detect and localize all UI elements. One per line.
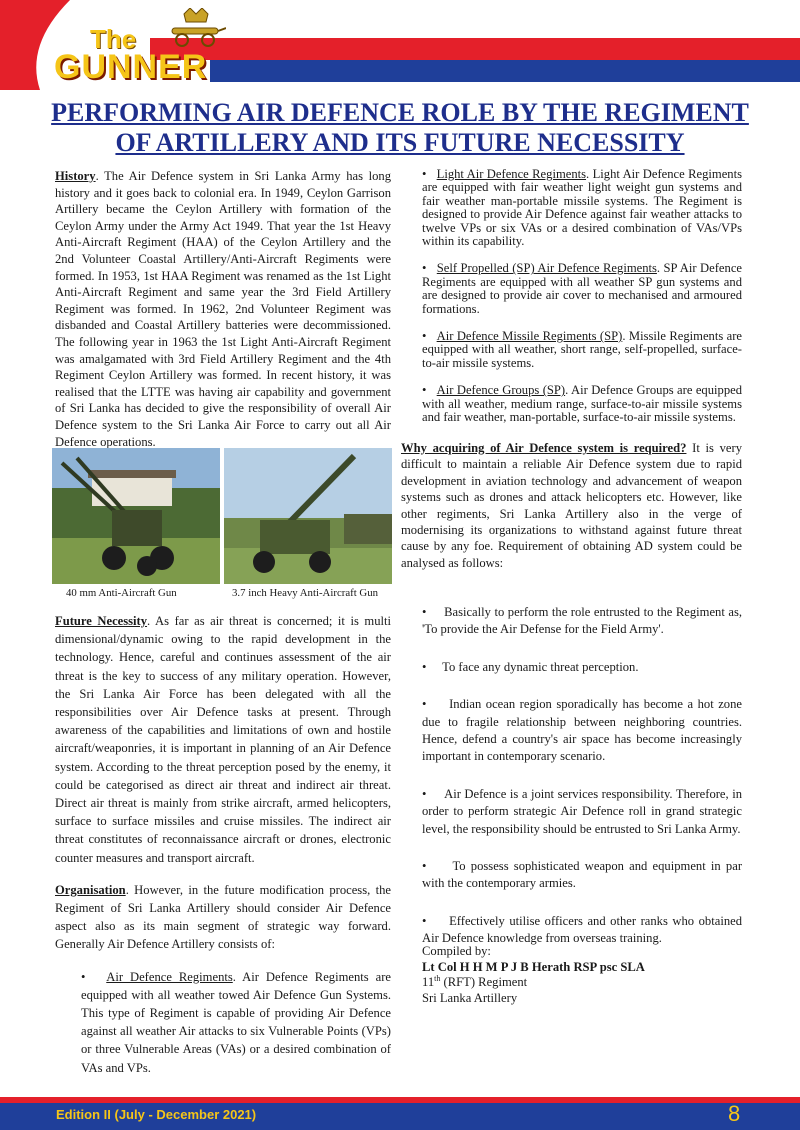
photo-3-7-inch-gun (224, 448, 392, 584)
author-org: Sri Lanka Artillery (422, 990, 518, 1005)
bullet-icon: • (422, 913, 450, 928)
unit-number: 11 (422, 975, 435, 990)
history-section (55, 168, 391, 460)
unit-name: (RFT) Regiment (443, 975, 528, 990)
compiled-by-label: Compiled by: (422, 944, 491, 958)
why-section (401, 440, 742, 585)
bullet-icon: • (422, 659, 443, 674)
page-header (0, 0, 800, 90)
photo-40mm-gun (52, 448, 220, 584)
adr-heading: Air Defence Regiments (106, 969, 233, 984)
bullet-icon: • (422, 329, 437, 344)
future-section (55, 612, 391, 1087)
groups-text: . Air Defence Groups are equipped with all weather, medium range, surface-to-air missile systems and fair weather, man-portable, surface-to-air missile systems. (422, 383, 743, 425)
page-number: 8 (728, 1101, 741, 1126)
requirements-list (422, 604, 742, 968)
bullet-icon: • (422, 859, 453, 874)
why-heading: Why acquiring of Air Defence system is required? (401, 441, 687, 455)
header-blue-band (210, 60, 800, 82)
logo-the-text: The (90, 24, 137, 54)
regiment-types-list (422, 168, 742, 439)
author-block (422, 944, 742, 1006)
sp-ad-heading: Self Propelled (SP) Air Defence Regiments (436, 261, 657, 276)
bullet-icon: • (422, 261, 437, 276)
caption-3-7-inch: 3.7 inch Heavy Anti-Aircraft Gun (232, 587, 379, 599)
history-text: . The Air Defence system in Sri Lanka Army has long history and it goes back to colonial era. In 1949, Ceylon Garrison Artillery became the Ceylon Artillery with formation of the Ceylon Army under the Army Act 1949. That year the 1st Heavy Anti-Aircraft Regiment (HAA) of the Ceylon Artillery and the 2nd Volunteer Coastal Artillery/Anti-Aircraft Regiments were formed. In 1953, 1st HAA Regiment was renamed as the 1st Light Anti-Aircraft Regiment and same year the 3rd Field Artillery Regiment was formed. In 1962, 2nd Volunteer Regiment was disbanded and Coastal Artillery batteries were decommissioned. The following year in 1963 the 1st Light Anti-Aircraft Regiment was amalgamated with 3rd Field Artillery Regiment and the 4th Regiment Ceylon Artillery was formed. In recent history, it was realised that the LTTE was having air capability and government of Sri Lanka has decided to give the responsibility of overall Air Defence system to the Sri Lanka Air Force to carry out all Air Defence operations. (55, 169, 391, 449)
requirement-4: Air Defence is a joint services responsibility. Therefore, in order to perform strategic Air Defence roll in grand strategic level, the responsibility should be entrusted to Sri Lanka Army. (422, 786, 742, 836)
author-unit (422, 975, 742, 991)
requirement-3: Indian ocean region sporadically has become a hot zone due to fragile relationship between neighboring countries. Hence, defend a country's air space has become increasingly important in contemporary scenario. (422, 697, 742, 764)
artillery-crest-icon (164, 8, 226, 48)
header-red-band (150, 38, 800, 60)
future-heading: Future Necessity (55, 614, 148, 628)
footer-red-band (0, 1097, 800, 1103)
light-ad-heading: Light Air Defence Regiments (436, 167, 587, 181)
sp-ad-text: . SP Air Defence Regiments are equipped with all weather SP gun systems and are designed to provide air cover to mechanised and armoured formations. (422, 261, 742, 316)
logo-gunner-text: GUNNER (54, 48, 208, 86)
history-heading: History (55, 169, 96, 183)
bullet-icon: • (422, 697, 450, 712)
requirement-2: To face any dynamic threat perception. (442, 659, 639, 674)
organisation-heading: Organisation (55, 882, 126, 897)
bullet-icon: • (422, 167, 437, 181)
organisation-text: . However, in the future modification process, the Regiment of Sri Lanka Artillery should consider Air Defence aspect also as its main segment of strategic way forward. Generally Air Defence Artillery consists of: (55, 882, 391, 952)
requirement-1: Basically to perform the role entrusted to the Regiment as, 'To provide the Air Defense for the Field Army'. (422, 605, 742, 637)
article-title: PERFORMING AIR DEFENCE ROLE BY THE REGIMENT OF ARTILLERY AND ITS FUTURE NECESSITY (51, 98, 749, 157)
why-text: It is very difficult to maintain a reliable Air Defence system due to rapid development in aviation technology and advancement of weapon systems such as drones and attack helicopters etc. However, like other regiments, Sri Lanka Artillery also in the verge of modernising its organizations to withstand against future threat cause by any foe. Requirement of obtaining AD system could be analysed as follows: (401, 441, 742, 570)
caption-40mm: 40 mm Anti-Aircraft Gun (66, 587, 177, 599)
missile-heading: Air Defence Missile Regiments (SP) (436, 329, 623, 344)
requirement-5: To possess sophisticated weapon and equipment in par with the contemporary armies. (422, 859, 743, 891)
future-text: . As far as air threat is concerned; it is multi dimensional/dynamic owing to the rapid development in the technology. Hence, careful and continues assessment of the air threat is the key to success of any military operation. However, the Sri Lanka Air Force has been delegated with all the responsibilities over Air Defence tasks at present. Through awareness of the capabilities and limitations of own and hostile aircraft/weaponries, it is important in planning of an Air Defence system. According to the threat perception posed by the enemy, it could be categorised as direct air threat and indirect air threat. Direct air threat is mainly from strike aircraft, armed helicopters, surface to surface missiles and cruise missiles. The indirect air threat constitutes of reconnaissance aircraft or drones, electronic counter measures and transport aircraft. (55, 614, 391, 865)
page-footer (0, 1097, 800, 1130)
bullet-icon: • (422, 605, 445, 619)
author-name: Lt Col H H M P J B Herath RSP psc SLA (422, 959, 645, 974)
edition-label: Edition II (July - December 2021) (56, 1107, 257, 1122)
bullet-icon: • (422, 786, 445, 801)
light-ad-text: . Light Air Defence Regiments are equipped with fair weather light weight gun systems and fair weather man-portable missile systems. The Regiment is designed to provide Air Defence against fair weather attacks to twelve VPs or six VAs or a desired combination of VAs/VPs within its capability. (422, 167, 742, 249)
the-gunner-logo (54, 4, 224, 88)
missile-text: . Missile Regiments are equipped with all weather, short range, self-propelled, surface-to-air missile systems. (422, 329, 743, 370)
bullet-icon: • (81, 969, 107, 984)
requirement-6: Effectively utilise officers and other ranks who obtained Air Defence knowledge from overseas training. (422, 913, 742, 946)
groups-heading: Air Defence Groups (SP) (436, 383, 566, 398)
unit-suffix: th (434, 974, 441, 983)
adr-text: . Air Defence Regiments are equipped with all weather towed Air Defence Gun Systems. This type of Regiment is capable of providing Air Defence against all weather Air attacks to six Vulnerable Points (VPs) or three Vulnerable Areas (VAs) or a desired combination of VAs and VPs. (81, 969, 391, 1075)
bullet-icon: • (422, 383, 437, 398)
